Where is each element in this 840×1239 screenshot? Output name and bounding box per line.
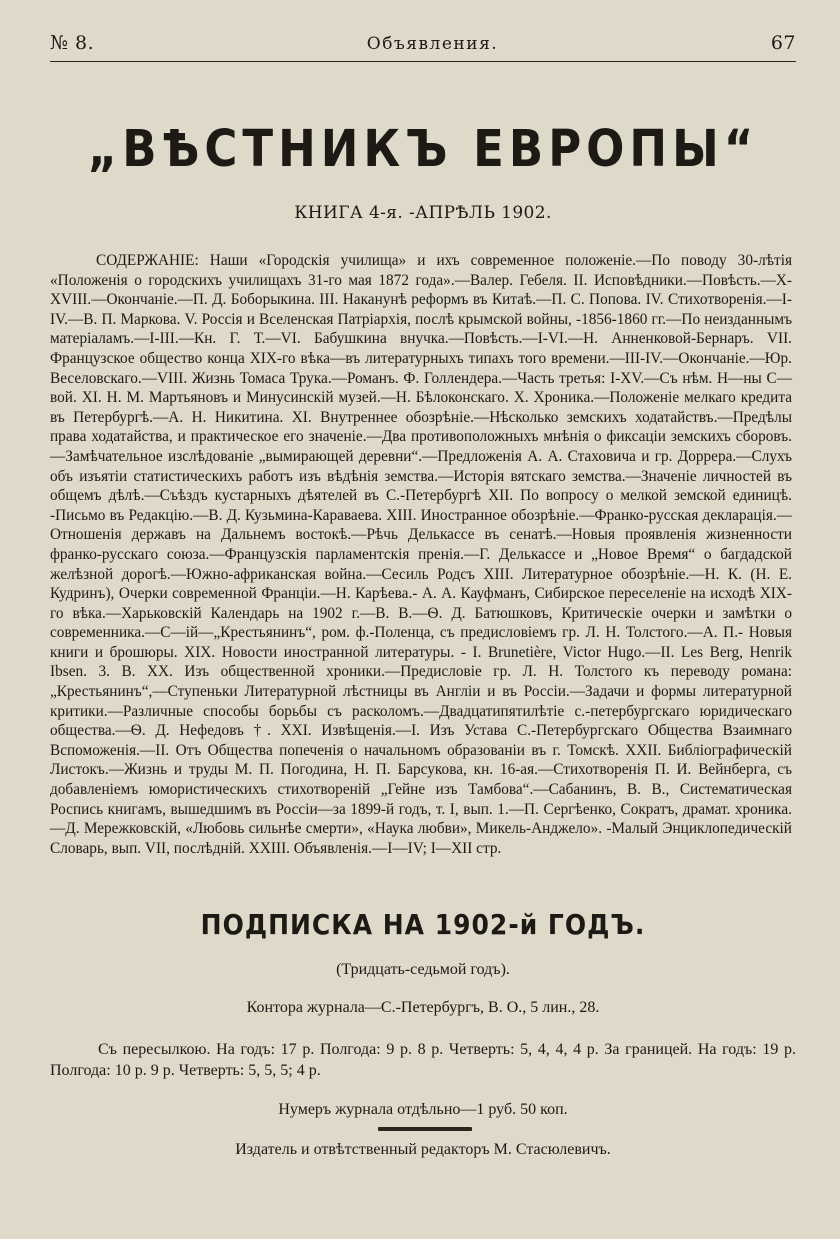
subscription-title: ПОДПИСКА НА 1902-й ГОДЪ.: [200, 908, 646, 941]
subscription-subtitle: (Тридцать-седьмой годъ).: [336, 961, 510, 979]
section-title: Объявления.: [366, 34, 499, 54]
single-issue-price: Нумеръ журнала отдѣльно—1 руб. 50 коп.: [278, 1101, 568, 1119]
closing-rule: [378, 1127, 472, 1131]
running-head: [50, 32, 796, 62]
office-address: Контора журнала—С.-Петербургъ, В. О., 5 лин., 28.: [246, 999, 600, 1017]
issue-line: КНИГА 4-я. -АПРѢЛЬ 1902.: [294, 203, 552, 223]
subscription-prices: Съ пересылкою. На годъ: 17 р. Полгода: 9 р. 8 р. Четверть: 5, 4, 4, 4 р. За границей. На годъ: 19 р. Полгода: 10 р. 9 р. Четверть: 5, 5, 5; 4 р.: [50, 1041, 796, 1080]
issue-number: № 8.: [50, 32, 95, 54]
publisher-line: Издатель и отвѣтственный редакторъ М. Стасюлевичъ.: [235, 1141, 611, 1159]
table-of-contents: СОДЕРЖАНІЕ: Наши «Городскія училища» и ихъ современное положеніе.—По поводу 30-лѣтія «Положенія о городскихъ училищахъ 31-го мая 1872 года».—Валер. Гебеля. II. Исповѣдники.—Повѣсть.—X-XVIII.—Окончаніе.—П. Д. Боборыкина. III. Наканунѣ реформъ въ Китаѣ.—П. С. Попова. IV. Стихотворенія.—I-IV.—В. П. Маркова. V. Россія и Вселенская Патріархія, послѣ крымской войны, -1856-1860 гг.—По неизданнымъ матеріаламъ.—I-III.—Кн. Г. Т.—VI. Бабушкина внучка.—Повѣсть.—I-VI.—Н. Анненковой-Бернаръ. VII. Французское общество конца XIX-го вѣка—въ литературныхъ типахъ того времени.—III-IV.—Окончаніе.—Юр. Веселовскаго.—VIII. Жизнь Томаса Трука.—Романъ. Ф. Голлендера.—Часть третья: I-XV.—Съ нѣм. Н—ны С—вой. XI. Н. М. Мартьяновъ и Минусинскій музей.—Н. Бѣлоконскаго. X. Хроника.—Положеніе мелкаго кредита въ Петербургѣ.—А. Н. Никитина. XI. Внутреннее обозрѣніе.—Нѣсколько земскихъ ходатайствъ.—Предѣлы права ходатайства, и практическое его значеніе.—Два противоположныхъ мнѣнія о фиксаціи земскихъ сборовъ.—Замѣчательное изслѣдованіе „вымирающей деревни“.—Предложенія А. А. Стаховича и гр. Доррера.—Слухъ объ изъятіи статистическихъ работъ изъ вѣдѣнія земства.—Исторія вятскаго земства.—Значеніе личностей въ общемъ дѣлѣ.—Съѣздъ кустарныхъ дѣятелей въ С.-Петербургѣ XII. По вопросу о мелкой земской единицѣ. -Письмо въ Редакцію.—В. Д. Кузьмина-Караваева. XIII. Иностранное обозрѣніе.—Франко-русская декларація.—Отношенія державъ на Дальнемъ востокѣ.—Рѣчь Делькассе въ сенатѣ.—Новыя проявленія жизненности франко-русскаго союза.—Французскія парламентскія пренія.—Г. Делькассе и „Новое Время“ о багдадской желѣзной дорогѣ.—Южно-африканская война.—Сесиль Родсъ XIII. Литературное обозрѣніе.—Н. К. (Н. Е. Кудринъ), Очерки современной Франціи.—Н. Карѣева.- А. А. Кауфманъ, Сибирское переселеніе на исходѣ XIX-го вѣка.—Харьковскій Календарь на 1902 г.—В. В.—Ѳ. Д. Батюшковъ, Критическіе очерки и замѣтки о современника.—С—ій—„Крестьянинъ“, ром. ф.-Поленца, съ предисловіемъ гр. Л. Н. Толстого.—А. П.- Новыя книги и брошюры. XIX. Новости иностранной литературы. - I. Brunetière, Victor Hugo.—II. Les Berg, Henrik Ibsen. 3. В. XX. Изъ общественной хроники.—Предисловіе гр. Л. Н. Толстого къ переводу романа: „Крестьянинъ“,—Ступеньки Литературной лѣстницы въ Англіи и въ Россіи.—Задачи и формы литературной критики.—Различные способы борьбы съ расколомъ.—Двадцатипятилѣтіе с.-петербургскаго юридическаго общества.—Ѳ. Д. Нефедовъ †. XXI. Извѣщенія.—I. Изъ Устава С.-Петербургскаго Общества Взаимнаго Вспоможенія.—II. Отъ Общества попеченія о начальномъ образованіи въ г. Томскѣ. XXII. Библіографическій Листокъ.—Жизнь и труды М. П. Погодина, Н. П. Барсукова, кн. 16-ая.—Стихотворенія П. И. Вейнберга, съ добавленіемъ юмористическихъ стихотвореній „Гейне изъ Тамбова“.—Сабанинъ, В. В., Систематическая Роспись книгамъ, вышедшимъ въ Россіи—за 1899-й годъ, т. I, вып. 1.—П. Сергѣенко, Сократъ, драмат. хроника.—Д. Мережковскій, «Любовь сильнѣе смерти», «Наука любви», Микель-Анджело». -Малый Энциклопедическій Словарь, вып. VII, послѣдній. XXIII. Объявленія.—I—IV; I—XII стр.: [50, 252, 792, 857]
journal-masthead: „ВѢСТНИКЪ ЕВРОПЫ“: [87, 118, 759, 179]
page-number: 67: [770, 32, 796, 54]
